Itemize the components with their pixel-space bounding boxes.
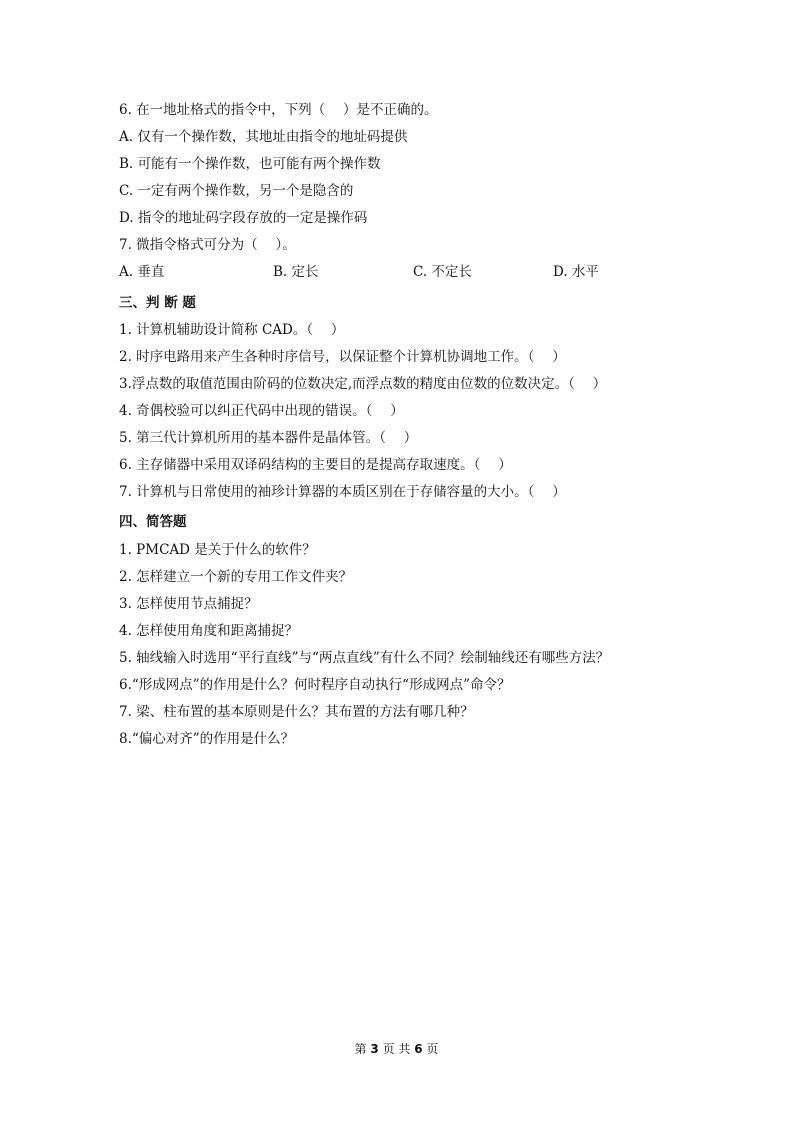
option-6d: D. 指令的地址码字段存放的一定是操作码 <box>119 210 368 226</box>
section-3-heading: 三、判 断 题 <box>119 295 196 311</box>
sa-item-7: 7. 梁、柱布置的基本原则是什么？其布置的方法有哪几种？ <box>119 704 474 720</box>
tf-item-7: 7. 计算机与日常使用的袖珍计算器的本质区别在于存储容量的大小。（ ） <box>119 484 566 500</box>
option-7b: B. 定长 <box>273 264 319 280</box>
sa-item-2: 2. 怎样建立一个新的专用工作文件夹？ <box>119 569 353 585</box>
sa-item-5: 5. 轴线输入时选用“平行直线”与“两点直线”有什么不同？绘制轴线还有哪些方法？ <box>119 650 610 666</box>
question-7-options <box>119 263 679 281</box>
option-6c: C. 一定有两个操作数，另一个是隐含的 <box>119 183 354 199</box>
footer-suffix: 页 <box>426 1042 439 1056</box>
tf-item-6: 6. 主存储器中采用双译码结构的主要目的是提高存取速度。（ ） <box>119 457 512 473</box>
option-7c: C. 不定长 <box>413 264 472 280</box>
sa-item-1: 1. PMCAD 是关于什么的软件？ <box>119 542 316 558</box>
total-page-number: 6 <box>414 1042 423 1056</box>
question-6: 6. 在一地址格式的指令中，下列（ ）是不正确的。 <box>119 102 438 118</box>
tf-item-2: 2. 时序电路用来产生各种时序信号，以保证整个计算机协调地工作。（ ） <box>119 349 566 365</box>
option-6a: A. 仅有一个操作数，其地址由指令的地址码提供 <box>119 129 408 145</box>
option-7d: D. 水平 <box>553 264 599 280</box>
footer-prefix: 第 <box>354 1042 367 1056</box>
tf-item-5: 5. 第三代计算机所用的基本器件是晶体管。（ ） <box>119 430 418 446</box>
sa-item-3: 3. 怎样使用节点捕捉？ <box>119 596 258 612</box>
question-7: 7. 微指令格式可分为（ ）。 <box>119 237 296 253</box>
sa-item-6: 6.“形成网点”的作用是什么？何时程序自动执行“形成网点”命令？ <box>119 677 511 693</box>
section-4-heading: 四、简答题 <box>119 514 187 530</box>
tf-item-4: 4. 奇偶校验可以纠正代码中出现的错误。（ ） <box>119 403 404 419</box>
tf-item-1: 1. 计算机辅助设计简称 CAD。（ ） <box>119 322 345 338</box>
sa-item-4: 4. 怎样使用角度和距离捕捉？ <box>119 623 299 639</box>
page-footer <box>0 1041 793 1057</box>
option-7a: A. 垂直 <box>119 264 165 280</box>
footer-mid: 页 共 <box>382 1042 411 1056</box>
current-page-number: 3 <box>370 1042 379 1056</box>
sa-item-8: 8.“偏心对齐”的作用是什么？ <box>119 731 295 747</box>
tf-item-3: 3.浮点数的取值范围由阶码的位数决定,而浮点数的精度由位数的位数决定。（ ） <box>119 376 607 392</box>
option-6b: B. 可能有一个操作数，也可能有两个操作数 <box>119 156 381 172</box>
